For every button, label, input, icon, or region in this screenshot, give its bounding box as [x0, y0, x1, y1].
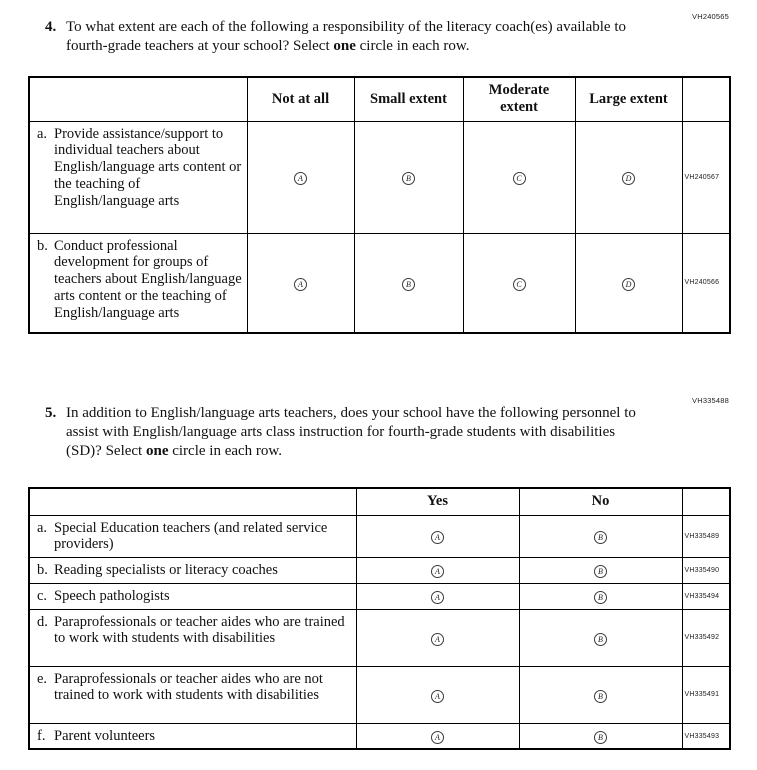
q4-header-row — [29, 77, 730, 121]
q5-row-e-label-cell — [29, 666, 356, 723]
q4-prompt-before: To what extent are each of the following a responsibility of the literacy coach(es) available to fourth-grade teachers at your school? Select — [66, 19, 626, 54]
q5-row-f-no-circle[interactable]: B — [594, 731, 607, 744]
q4-row-b-cell-not-at-all — [247, 233, 354, 333]
q4-row-a-option-a-circle[interactable]: A — [294, 172, 307, 185]
q5-row-a-code: VH335489 — [682, 515, 730, 558]
question-4-number: 4. — [45, 19, 57, 35]
q4-row-b-option-b-circle[interactable]: B — [402, 278, 415, 291]
q5-row-c-letter: c. — [37, 587, 48, 604]
question-4 — [45, 18, 645, 56]
q5-prompt-before: In addition to English/language arts teachers, does your school have the following personnel to assist with English/language arts class instruction for fourth-grade students with disabilities (SD)? Select — [66, 405, 636, 459]
q5-row-c-cell-no — [519, 583, 682, 609]
q5-row-a-letter: a. — [37, 519, 48, 536]
q4-row-b-cell-small-extent — [354, 233, 463, 333]
q5-row-e-no-circle[interactable]: B — [594, 690, 607, 703]
q4-row-b — [29, 233, 730, 333]
q5-row-d-letter: d. — [37, 613, 48, 630]
q5-row-f-letter: f. — [37, 727, 46, 744]
q5-row-d-code: VH335492 — [682, 609, 730, 666]
q5-prompt-bold: one — [145, 443, 169, 459]
q4-row-b-cell-large-extent — [575, 233, 682, 333]
q4-corner-cell — [29, 77, 247, 121]
q5-row-d-label: Paraprofessionals or teacher aides who are trained to work with students with disabilities — [54, 613, 345, 647]
q4-row-a-letter: a. — [37, 125, 48, 142]
q4-col-header-small-extent: Small extent — [354, 77, 463, 121]
q5-row-b-label-cell — [29, 558, 356, 584]
question-5 — [45, 404, 645, 461]
q5-row-f-cell-no — [519, 723, 682, 749]
q4-row-a-code: VH240567 — [682, 121, 730, 233]
q5-row-f-cell-yes — [356, 723, 519, 749]
question-5-text — [66, 404, 645, 461]
q5-row-b-yes-circle[interactable]: A — [431, 565, 444, 578]
q4-prompt-after: circle in each row. — [355, 38, 470, 54]
q5-col-header-no: No — [519, 488, 682, 515]
q5-row-a-cell-yes — [356, 515, 519, 558]
q5-row-c-cell-yes — [356, 583, 519, 609]
q5-row-b — [29, 558, 730, 584]
q5-col-header-yes: Yes — [356, 488, 519, 515]
q5-row-e-letter: e. — [37, 670, 48, 687]
q4-row-b-label-cell — [29, 233, 247, 333]
q5-row-e-yes-circle[interactable]: A — [431, 690, 444, 703]
q5-row-f — [29, 723, 730, 749]
q4-col-header-moderate-extent: Moderate extent — [463, 77, 575, 121]
q4-row-b-cell-moderate-extent — [463, 233, 575, 333]
q5-row-a — [29, 515, 730, 558]
q4-row-b-letter: b. — [37, 237, 48, 254]
q5-header-row — [29, 488, 730, 515]
q4-row-a-option-b-circle[interactable]: B — [402, 172, 415, 185]
q4-code-header-cell — [682, 77, 730, 121]
q5-row-a-label: Special Education teachers (and related service providers) — [54, 519, 328, 553]
q4-row-a-cell-large-extent — [575, 121, 682, 233]
q5-response-table — [28, 487, 731, 750]
q5-row-c-yes-circle[interactable]: A — [431, 591, 444, 604]
q4-row-a-option-c-circle[interactable]: C — [513, 172, 526, 185]
q4-response-table — [28, 76, 731, 334]
q5-row-d-cell-no — [519, 609, 682, 666]
q5-row-f-label: Parent volunteers — [54, 727, 156, 744]
q5-prompt-after: circle in each row. — [168, 443, 283, 459]
q4-ref-code: VH240565 — [692, 12, 730, 21]
q5-row-b-label: Reading specialists or literacy coaches — [54, 562, 278, 579]
q5-row-c-label: Speech pathologists — [54, 587, 170, 604]
q5-row-d-yes-circle[interactable]: A — [431, 633, 444, 646]
q5-row-c — [29, 583, 730, 609]
q5-row-e — [29, 666, 730, 723]
q5-row-c-no-circle[interactable]: B — [594, 591, 607, 604]
q5-row-f-code: VH335493 — [682, 723, 730, 749]
q4-row-a-label-cell — [29, 121, 247, 233]
q5-row-d — [29, 609, 730, 666]
q5-row-b-cell-no — [519, 558, 682, 584]
q5-row-f-label-cell — [29, 723, 356, 749]
question-5-number: 5. — [45, 405, 57, 421]
q5-row-a-no-circle[interactable]: B — [594, 531, 607, 544]
q5-ref-code: VH335488 — [692, 396, 730, 405]
q5-row-d-no-circle[interactable]: B — [594, 633, 607, 646]
q4-row-b-label: Conduct professional development for groups of teachers about English/language arts content or the teaching of English/language arts — [54, 237, 242, 321]
q4-col-header-not-at-all: Not at all — [247, 77, 354, 121]
q4-prompt-bold: one — [333, 38, 356, 54]
q4-row-b-option-d-circle[interactable]: D — [622, 278, 635, 291]
q4-row-a-label: Provide assistance/support to individual teachers about English/language arts content or the teaching of English/language arts — [54, 125, 242, 209]
q5-row-f-yes-circle[interactable]: A — [431, 731, 444, 744]
q5-row-e-code: VH335491 — [682, 666, 730, 723]
q5-row-b-letter: b. — [37, 562, 48, 579]
q5-row-c-code: VH335494 — [682, 583, 730, 609]
q4-row-a-cell-small-extent — [354, 121, 463, 233]
q4-row-b-option-c-circle[interactable]: C — [513, 278, 526, 291]
q5-row-d-cell-yes — [356, 609, 519, 666]
q5-row-b-cell-yes — [356, 558, 519, 584]
q4-row-a-option-d-circle[interactable]: D — [622, 172, 635, 185]
q5-row-a-cell-no — [519, 515, 682, 558]
q4-row-b-option-a-circle[interactable]: A — [294, 278, 307, 291]
question-4-text — [66, 18, 645, 56]
q4-col-header-large-extent: Large extent — [575, 77, 682, 121]
q5-row-b-no-circle[interactable]: B — [594, 565, 607, 578]
q5-code-header-cell — [682, 488, 730, 515]
q5-row-d-label-cell — [29, 609, 356, 666]
q5-row-b-code: VH335490 — [682, 558, 730, 584]
q5-row-e-label: Paraprofessionals or teacher aides who are not trained to work with students with disabilities — [54, 670, 323, 704]
q5-row-e-cell-yes — [356, 666, 519, 723]
q5-row-a-yes-circle[interactable]: A — [431, 531, 444, 544]
q5-row-a-label-cell — [29, 515, 356, 558]
q5-corner-cell — [29, 488, 356, 515]
q4-row-b-code: VH240566 — [682, 233, 730, 333]
q4-row-a — [29, 121, 730, 233]
q4-row-a-cell-not-at-all — [247, 121, 354, 233]
q5-row-e-cell-no — [519, 666, 682, 723]
q5-row-c-label-cell — [29, 583, 356, 609]
q4-row-a-cell-moderate-extent — [463, 121, 575, 233]
